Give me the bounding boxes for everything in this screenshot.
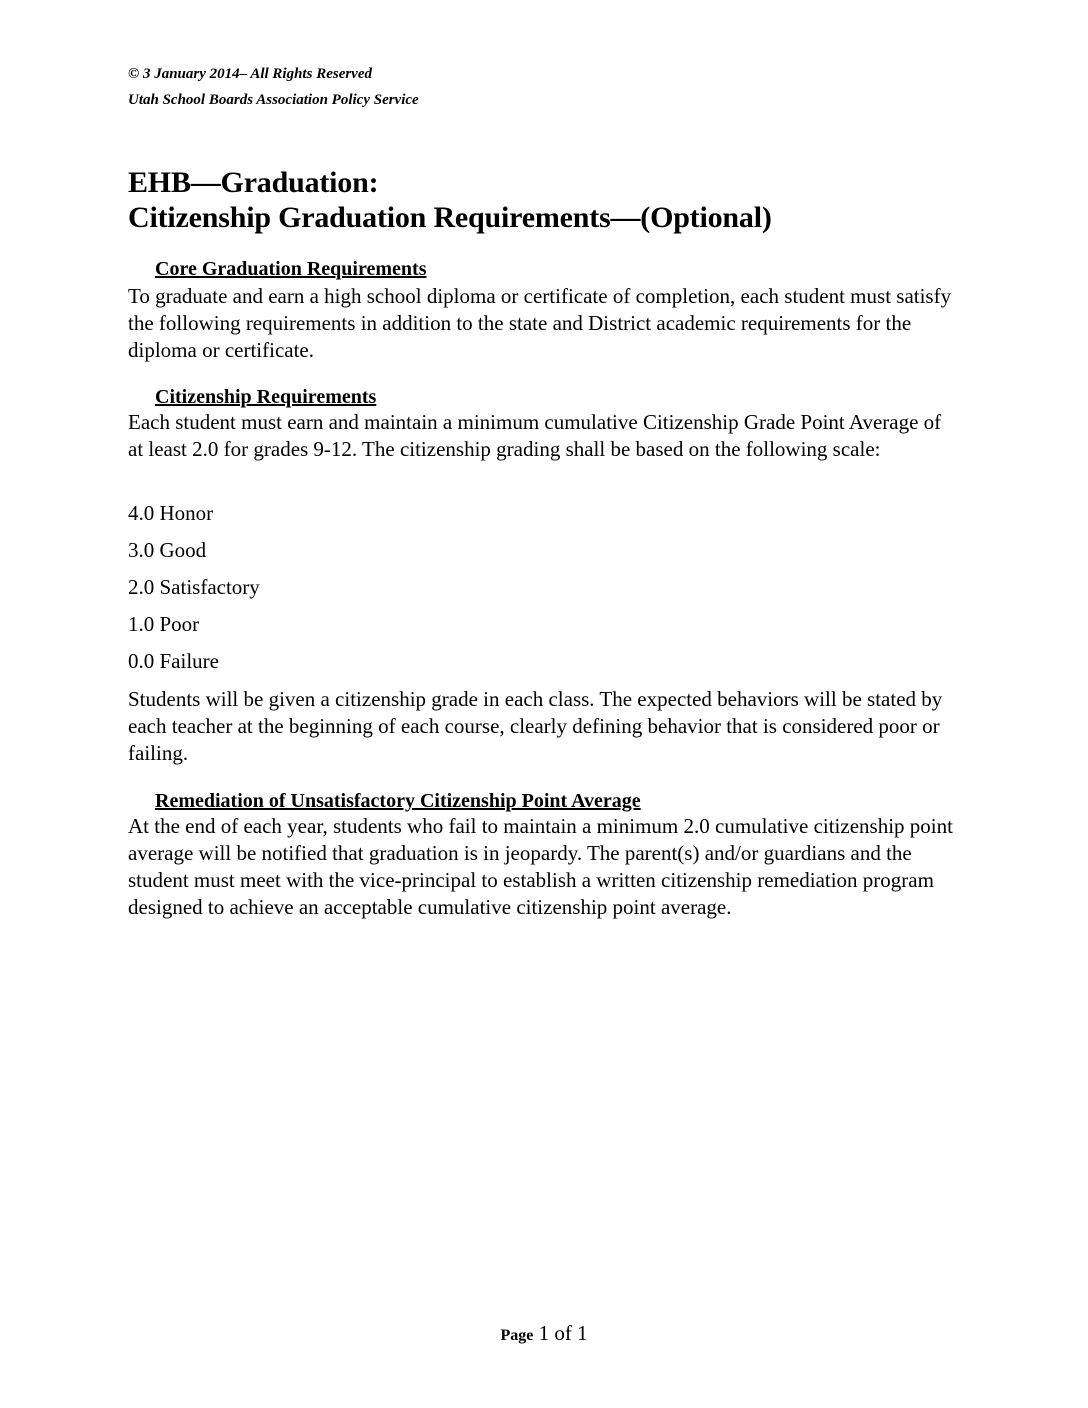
page-subtitle: Citizenship Graduation Requirements—(Optional) bbox=[128, 201, 772, 234]
page-label: Page bbox=[500, 1327, 534, 1344]
section-heading-citizenship: Citizenship Requirements bbox=[155, 386, 377, 408]
section-heading-remediation: Remediation of Unsatisfactory Citizenship Point Average bbox=[155, 790, 641, 812]
page-footer bbox=[0, 1320, 1088, 1349]
page-total: 1 bbox=[577, 1321, 588, 1345]
grade-scale-item: 2.0 Satisfactory bbox=[128, 575, 260, 599]
section-body-citizenship: Each student must earn and maintain a minimum cumulative Citizenship Grade Point Average of at least 2.0 for grades 9-12. The citizenship grading shall be based on the following scale: bbox=[128, 410, 942, 461]
page-number: 1 bbox=[538, 1321, 550, 1345]
copyright-line: © 3 January 2014– All Rights Reserved bbox=[128, 66, 372, 82]
grade-scale-item: 1.0 Poor bbox=[128, 612, 200, 636]
grade-scale-item: 0.0 Failure bbox=[128, 649, 219, 673]
page-title: EHB—Graduation: bbox=[128, 166, 379, 199]
policy-service-line: Utah School Boards Association Policy Service bbox=[128, 92, 419, 108]
section-body-core: To graduate and earn a high school diploma or certificate of completion, each student must satisfy the following requirements in addition to the state and District academic requirements for the diploma or certificate. bbox=[128, 284, 952, 362]
page-of-label: of bbox=[554, 1321, 572, 1345]
grade-scale-item: 3.0 Good bbox=[128, 538, 207, 562]
grade-scale-item: 4.0 Honor bbox=[128, 501, 214, 525]
section-body-behavior: Students will be given a citizenship grade in each class. The expected behaviors will be stated by each teacher at the beginning of each course, clearly defining behavior that is considered poor or failing. bbox=[128, 687, 943, 765]
section-body-remediation: At the end of each year, students who fail to maintain a minimum 2.0 cumulative citizenship point average will be notified that graduation is in jeopardy. The parent(s) and/or guardians and the student must meet with the vice-principal to establish a written citizenship remediation program designed to achieve an acceptable cumulative citizenship point average. bbox=[128, 814, 953, 919]
section-heading-core: Core Graduation Requirements bbox=[155, 258, 427, 280]
